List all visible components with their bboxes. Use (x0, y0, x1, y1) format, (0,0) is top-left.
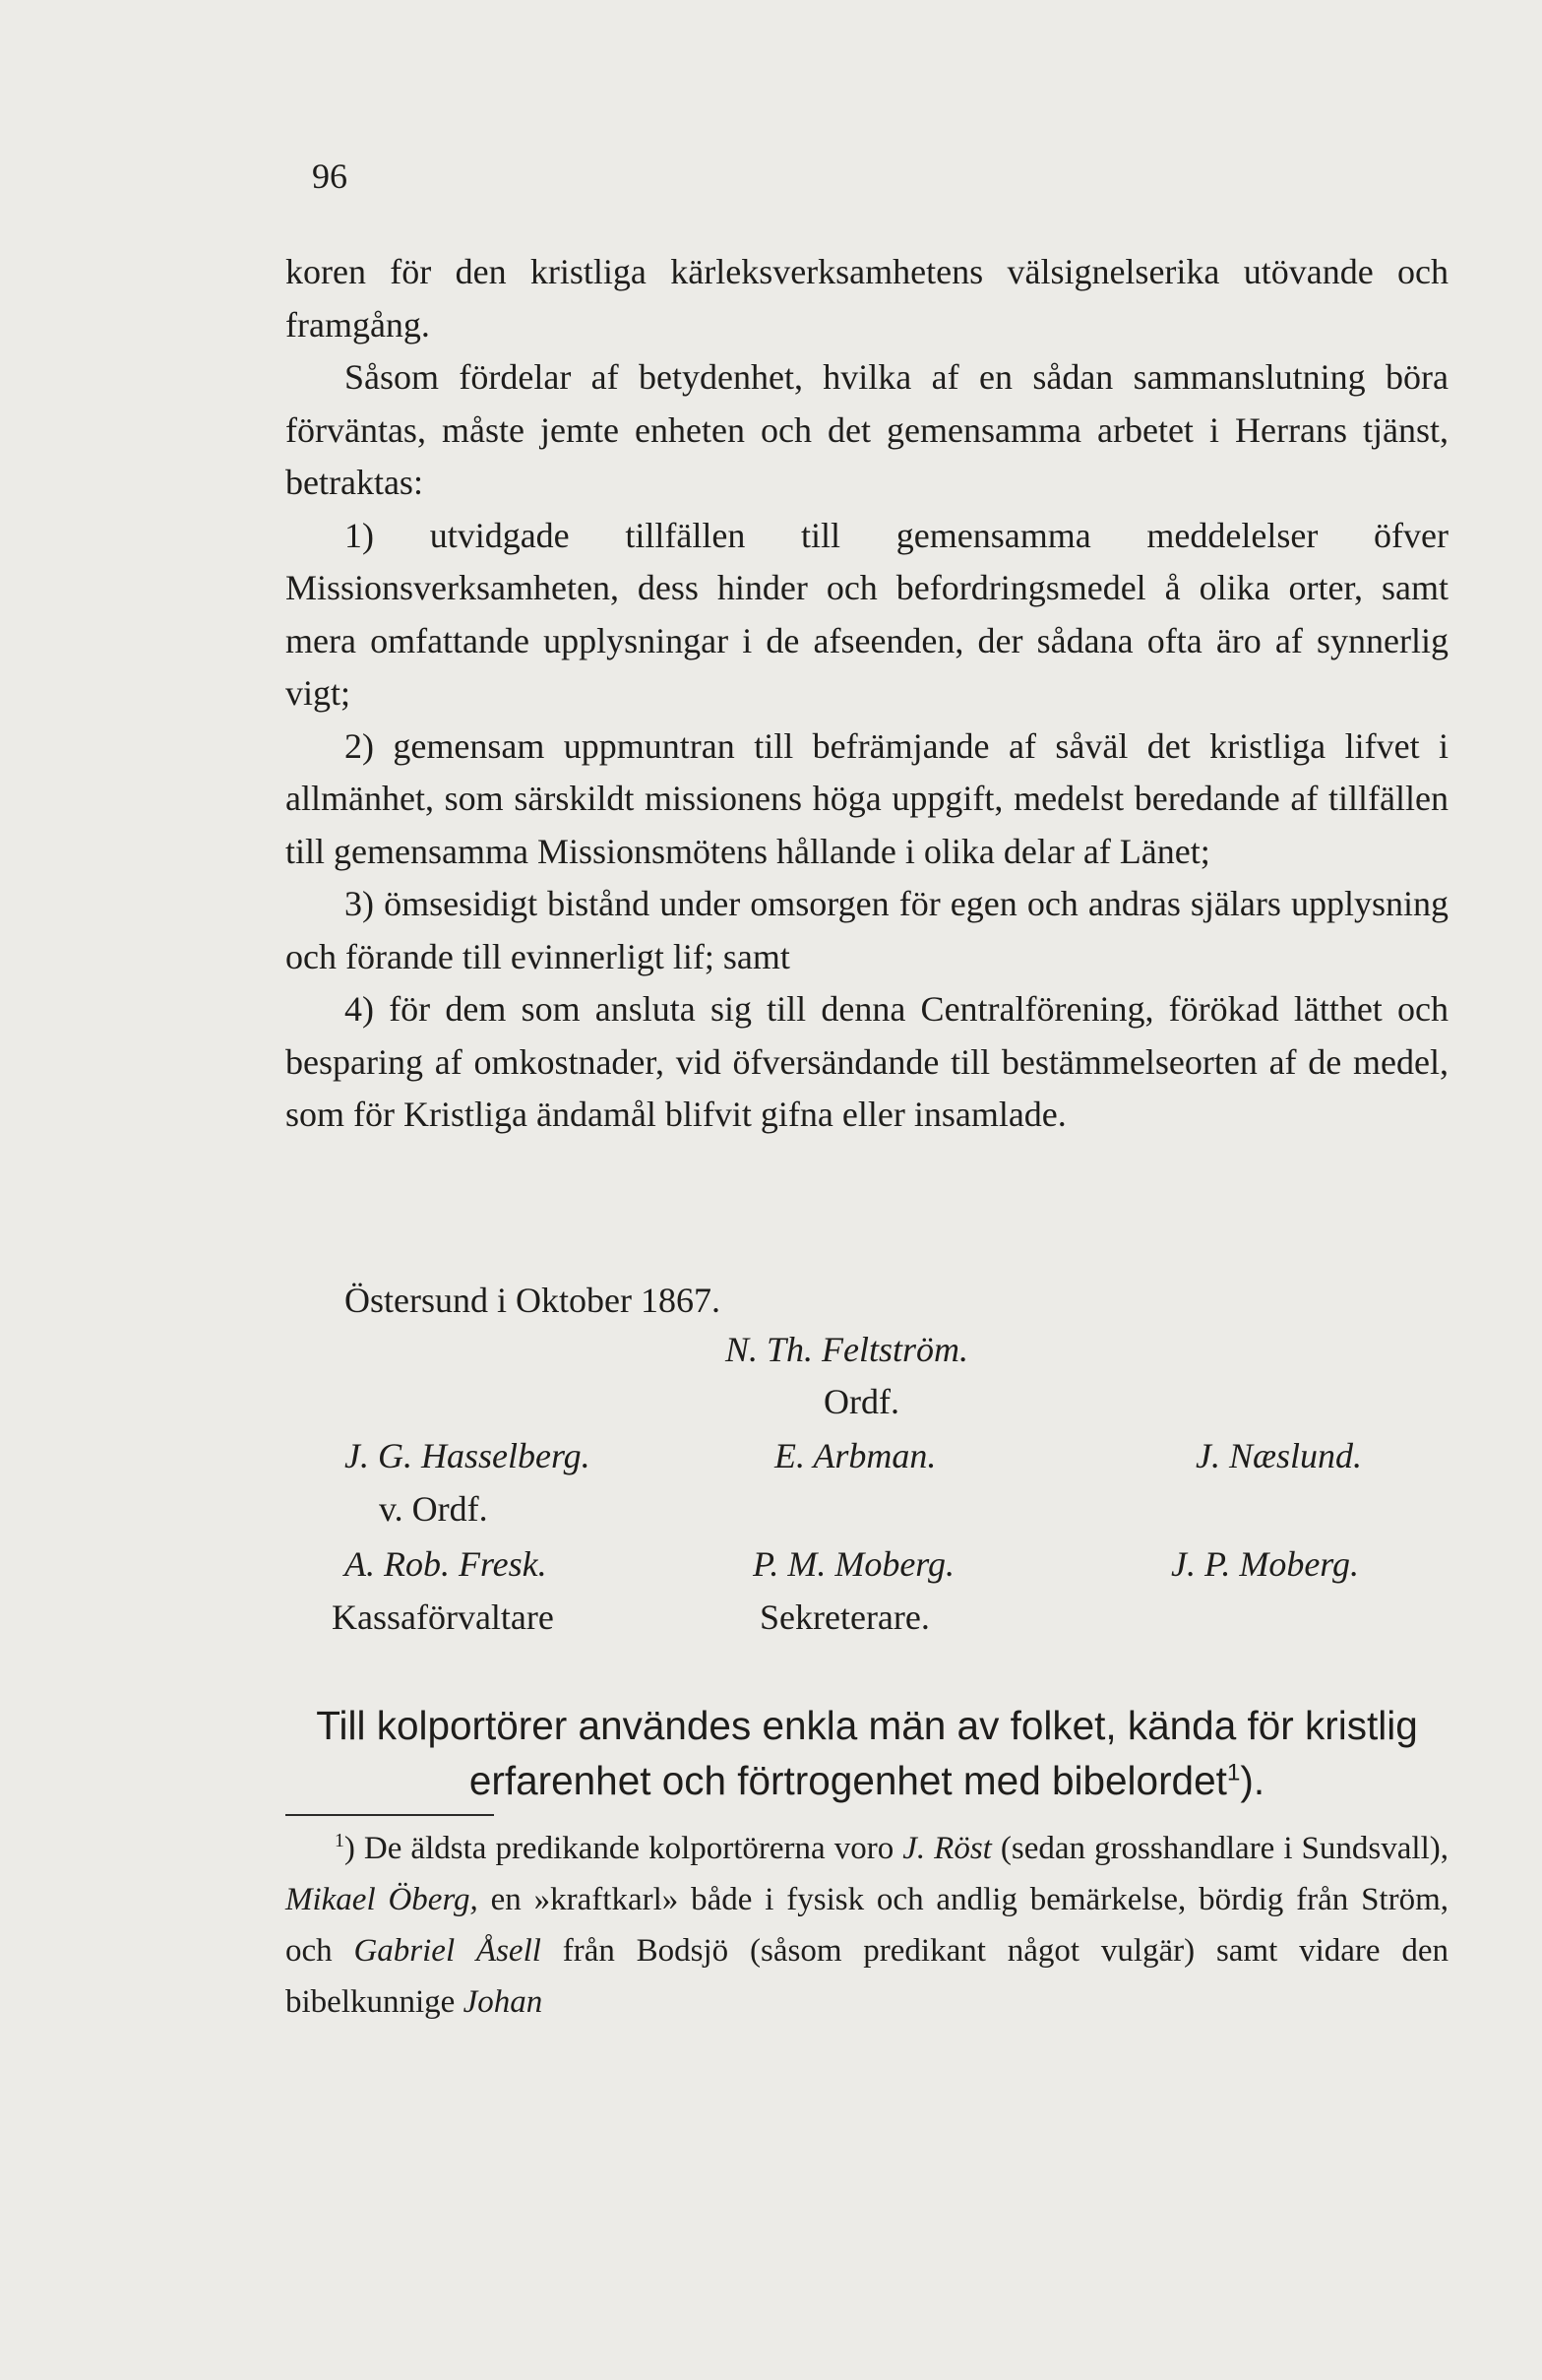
signature-chair: N. Th. Feltström. (725, 1330, 969, 1369)
section-headline (285, 1698, 1449, 1808)
footnote-name: J. Röst (902, 1831, 992, 1866)
headline-footnote-ref: 1 (1226, 1759, 1241, 1786)
footnote-rule (285, 1814, 494, 1816)
signature-jp-moberg: J. P. Moberg. (1171, 1544, 1359, 1584)
headline-end: ). (1240, 1758, 1265, 1803)
paragraph-continuation: koren för den kristliga kärleksverksamhetens välsignelserika utövande och framgång. (285, 252, 1449, 344)
role-vice-chair: v. Ordf. (379, 1489, 488, 1529)
paragraph-point-4: 4) för dem som ansluta sig till denna Centralförening, förökad lätthet och besparing af omkostnader, vid öfversändande till bestämmelseorten af de medel, som för Kristliga ändamål blifvit gifna eller insamlade. (285, 989, 1449, 1134)
headline-text: Till kolportörer användes enkla män av folket, kända för kristlig erfarenhet och förtrogenhet med bibelordet (316, 1703, 1418, 1803)
paragraph-point-2: 2) gemensam uppmuntran till befrämjande af såväl det kristliga lifvet i allmänhet, som särskildt missionens höga uppgift, medelst beredande af tillfällen till gemensamma Missionsmötens hållande i olika delar af Länet; (285, 725, 1449, 871)
footnote-name: Johan (463, 1984, 543, 2020)
footnote-text: från Bodsjö (såsom predikant något vulgär) samt vidare den bibelkunnige (285, 1933, 1449, 2020)
place-date: Östersund i Oktober 1867. (344, 1281, 720, 1320)
role-secretary: Sekreterare. (760, 1597, 930, 1637)
footnote-name: Mikael Öberg, (285, 1882, 478, 1917)
signature-arbman: E. Arbman. (774, 1436, 937, 1475)
body-text (285, 246, 1449, 1142)
signature-hasselberg: J. G. Hasselberg. (344, 1436, 590, 1475)
footnote-text: ) De äldsta predikande kolportörerna voro (343, 1831, 903, 1866)
signature-naeslund: J. Næslund. (1196, 1436, 1363, 1475)
footnote-text: en »kraftkarl» både i fysisk och andlig bemärkelse, bördig från Ström, och (285, 1882, 1449, 1969)
footnote-marker: 1 (335, 1830, 344, 1851)
paragraph-point-3: 3) ömsesidigt bistånd under omsorgen för egen och andras själars upplysning och förande till evinnerligt lif; samt (285, 884, 1449, 976)
signature-fresk: A. Rob. Fresk. (344, 1544, 547, 1584)
signature-p-moberg: P. M. Moberg. (753, 1544, 955, 1584)
footnote-text: (sedan grosshandlare i Sundsvall), (991, 1831, 1449, 1866)
role-treasurer: Kassaförvaltare (332, 1597, 554, 1637)
paragraph-point-1: 1) utvidgade tillfällen till gemensamma meddelelser öfver Missionsverksamheten, dess hinder och befordringsmedel å olika orter, samt mera omfattande upplysningar i de afseenden, der sådana ofta äro af synnerlig vigt; (285, 515, 1449, 713)
footnote (285, 1823, 1449, 2028)
paragraph-advantages: Såsom fördelar af betydenhet, hvilka af en sådan sammanslutning böra förväntas, måste jemte enheten och det gemensamma arbetet i Herrans tjänst, betraktas: (285, 357, 1449, 502)
footnote-name: Gabriel Åsell (353, 1933, 541, 1969)
page-number: 96 (312, 157, 347, 196)
role-chair: Ordf. (824, 1382, 899, 1421)
